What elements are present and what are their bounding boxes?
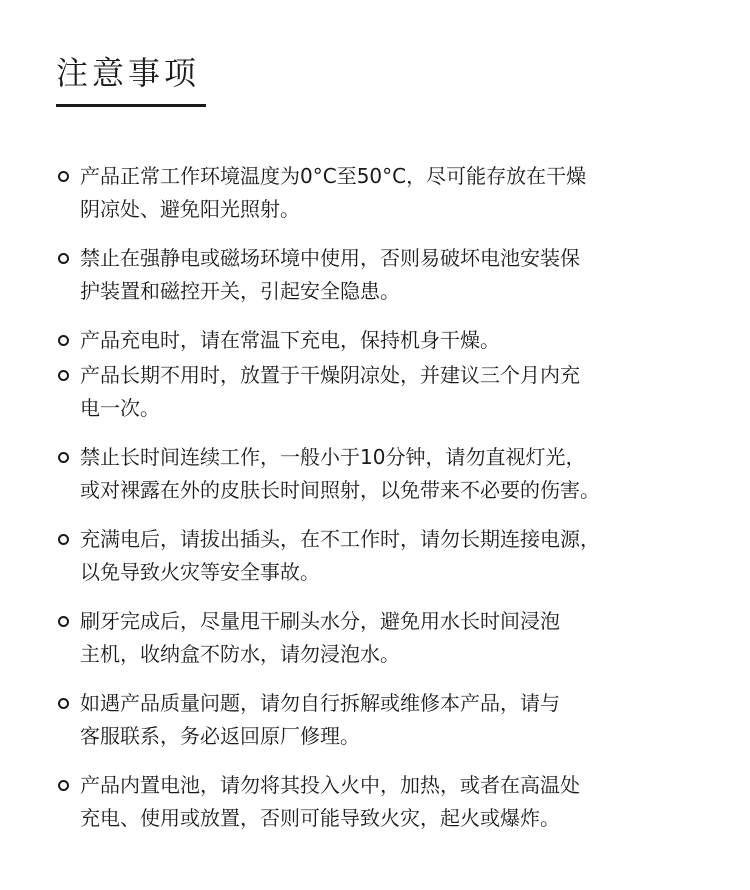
circle-bullet-icon	[58, 780, 69, 791]
title-underline	[56, 104, 206, 107]
note-line: 产品正常工作环境温度为0°C至50°C，尽可能存放在干燥	[80, 164, 587, 188]
note-item	[58, 769, 698, 835]
note-line: 禁止在强静电或磁场环境中使用，否则易破坏电池安装保	[80, 246, 580, 270]
page-title: 注意事项	[56, 54, 201, 92]
note-line: 产品内置电池，请勿将其投入火中，加热，或者在高温处	[80, 773, 580, 797]
notes-list	[58, 160, 698, 835]
note-line: 电一次。	[80, 396, 160, 420]
note-line: 以免导致火灾等安全事故。	[80, 560, 320, 584]
note-line: 产品充电时，请在常温下充电，保持机身干燥。	[80, 328, 500, 352]
note-line: 产品长期不用时，放置于干燥阴凉处，并建议三个月内充	[80, 363, 580, 387]
circle-bullet-icon	[58, 171, 69, 182]
note-item	[58, 160, 698, 226]
note-line: 客服联系，务必返回原厂修理。	[80, 724, 360, 748]
note-item	[58, 242, 698, 308]
note-line: 如遇产品质量问题，请勿自行拆解或维修本产品，请与	[80, 691, 560, 715]
circle-bullet-icon	[58, 698, 69, 709]
circle-bullet-icon	[58, 335, 69, 346]
note-line: 充电、使用或放置，否则可能导致火灾，起火或爆炸。	[80, 806, 560, 830]
circle-bullet-icon	[58, 616, 69, 627]
note-item	[58, 324, 698, 357]
circle-bullet-icon	[58, 452, 69, 463]
note-line: 阴凉处、避免阳光照射。	[80, 197, 300, 221]
note-line: 主机，收纳盒不防水，请勿浸泡水。	[80, 642, 400, 666]
note-item	[58, 441, 698, 507]
note-item	[58, 523, 698, 589]
note-line: 充满电后，请拔出插头，在不工作时，请勿长期连接电源，	[80, 527, 600, 551]
note-line: 刷牙完成后，尽量甩干刷头水分，避免用水长时间浸泡	[80, 609, 560, 633]
note-line: 护装置和磁控开关，引起安全隐患。	[80, 279, 400, 303]
circle-bullet-icon	[58, 534, 69, 545]
circle-bullet-icon	[58, 370, 69, 381]
circle-bullet-icon	[58, 253, 69, 264]
note-item	[58, 687, 698, 753]
title-block	[56, 50, 206, 107]
note-line: 或对裸露在外的皮肤长时间照射，以免带来不必要的伤害。	[80, 478, 600, 502]
note-item	[58, 359, 698, 425]
note-item	[58, 605, 698, 671]
note-line: 禁止长时间连续工作，一般小于10分钟，请勿直视灯光，	[80, 445, 586, 469]
